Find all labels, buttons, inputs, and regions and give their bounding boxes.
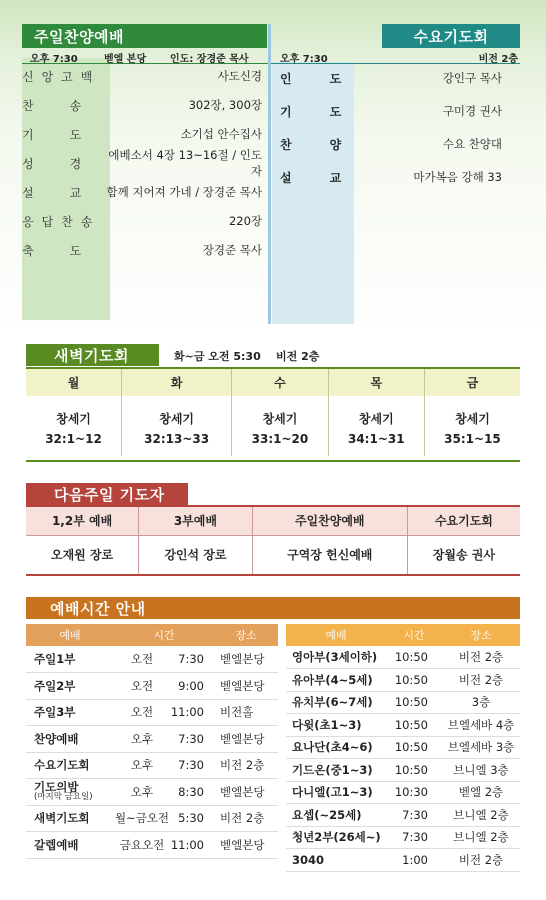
dept-place: 비전 2층 xyxy=(442,849,520,872)
dept-place: 브니엘 3층 xyxy=(442,759,520,782)
service-time: 7:30 xyxy=(170,646,214,673)
service-name-text: 기도의밤 xyxy=(34,780,79,795)
sunday-row xyxy=(22,91,272,119)
dept-place: 벧엘 2층 xyxy=(442,781,520,804)
wednesday-row-value: 수요 찬양대 xyxy=(442,137,502,151)
sunday-row-value: 에베소서 4장 13~16절 / 인도자 xyxy=(108,148,262,178)
sunday-row-value: 220장 xyxy=(228,214,262,228)
dept-time: 10:50 xyxy=(386,759,442,782)
service-name-text: 갈렙예배 xyxy=(34,837,79,852)
next-service-header: 주일찬양예배 xyxy=(252,506,407,535)
sunday-leader: 인도: 장경준 목사 xyxy=(170,54,249,65)
wednesday-row-value: 강인구 목사 xyxy=(442,71,502,85)
dept-name: 다윗(초1~3) xyxy=(286,714,386,737)
times-left-row xyxy=(26,779,278,806)
service-name-note: (마지막 금요일) xyxy=(34,792,93,803)
dept-time: 10:50 xyxy=(386,714,442,737)
dept-time: 10:50 xyxy=(386,691,442,714)
dawn-book: 창세기 xyxy=(56,412,91,426)
service-times-header: 예배시간 안내 xyxy=(26,597,520,619)
times-left-row xyxy=(26,646,278,673)
dept-name: 요셉(~25세) xyxy=(286,804,386,827)
dept-place: 브니엘 2층 xyxy=(442,826,520,849)
next-service-header: 수요기도회 xyxy=(407,506,520,535)
times-right-row xyxy=(286,759,520,782)
service-name xyxy=(26,673,114,700)
dawn-reading xyxy=(122,396,232,456)
dept-name: 요나단(초4~6) xyxy=(286,736,386,759)
service-place: 벧엘본당 xyxy=(214,832,278,859)
times-right-header: 시간 xyxy=(386,624,442,646)
service-time: 11:00 xyxy=(170,832,214,859)
sunday-row xyxy=(22,178,272,206)
dept-place: 3층 xyxy=(442,691,520,714)
service-name xyxy=(26,699,114,726)
wednesday-time: 오후 7:30 xyxy=(280,54,328,65)
service-name xyxy=(26,752,114,779)
sunday-row-label: 기도 xyxy=(22,127,118,142)
service-name-text: 주일3부 xyxy=(34,705,76,720)
times-left-header: 예배 xyxy=(26,624,114,646)
wednesday-row xyxy=(272,62,520,94)
dawn-prayer-header: 새벽기도회 xyxy=(26,344,159,366)
dawn-book: 창세기 xyxy=(358,412,394,426)
service-place: 벧엘본당 xyxy=(214,779,278,806)
service-time: 8:30 xyxy=(170,779,214,806)
service-name xyxy=(26,832,114,859)
sunday-service-header: 주일찬양예배 xyxy=(22,24,267,48)
dept-time: 1:00 xyxy=(386,849,442,872)
dept-time: 10:50 xyxy=(386,736,442,759)
dawn-info: 화~금 오전 5:30 비전 2층 xyxy=(174,350,320,363)
service-ampm: 오후 xyxy=(114,752,170,779)
next-prayer-person: 구역장 헌신예배 xyxy=(252,535,407,575)
dawn-verse: 34:1~31 xyxy=(347,432,405,446)
dept-time: 10:50 xyxy=(386,646,442,669)
dawn-reading xyxy=(26,396,122,456)
dept-place: 브니엘 2층 xyxy=(442,804,520,827)
dawn-table xyxy=(26,367,520,456)
service-place: 벧엘본당 xyxy=(214,673,278,700)
times-right-row xyxy=(286,714,520,737)
sunday-row xyxy=(22,120,272,148)
dawn-reading xyxy=(232,396,328,456)
times-right-header: 예배 xyxy=(286,624,386,646)
dept-time: 10:50 xyxy=(386,669,442,692)
service-place: 비전홀 xyxy=(214,699,278,726)
service-ampm: 오후 xyxy=(114,779,170,806)
service-times-left xyxy=(26,624,278,859)
times-left-row xyxy=(26,673,278,700)
sunday-row xyxy=(22,149,272,177)
service-name-text: 찬양예배 xyxy=(34,731,79,746)
times-right-header: 장소 xyxy=(442,624,520,646)
dept-name: 3040 xyxy=(286,849,386,872)
sunday-row-label: 신앙고백 xyxy=(22,69,101,84)
service-ampm: 월~금오전 xyxy=(114,805,170,832)
times-right-row xyxy=(286,669,520,692)
service-time: 7:30 xyxy=(170,752,214,779)
wednesday-row xyxy=(272,95,520,127)
times-left-row xyxy=(26,726,278,753)
dawn-day-header: 목 xyxy=(328,368,424,396)
dept-time: 7:30 xyxy=(386,804,442,827)
sunday-place: 벧엘 본당 xyxy=(104,54,147,65)
dawn-day-header: 금 xyxy=(424,368,520,396)
sunday-row-label: 축도 xyxy=(22,243,118,258)
service-name xyxy=(26,646,114,673)
service-time: 5:30 xyxy=(170,805,214,832)
times-right-row xyxy=(286,849,520,872)
sunday-row-label: 응답찬송 xyxy=(22,214,101,229)
service-ampm: 금요오전 xyxy=(114,832,170,859)
dawn-bottom-line xyxy=(26,460,520,462)
service-times-right xyxy=(286,624,520,872)
service-place: 비전 2층 xyxy=(214,752,278,779)
sunday-row-label: 찬송 xyxy=(22,98,118,113)
times-right-row xyxy=(286,826,520,849)
times-left-header: 시간 xyxy=(114,624,214,646)
next-prayer-person: 오재원 장로 xyxy=(26,535,139,575)
service-ampm: 오후 xyxy=(114,726,170,753)
dawn-day-header: 화 xyxy=(122,368,232,396)
wednesday-row-label: 기도 xyxy=(280,104,380,119)
service-time: 7:30 xyxy=(170,726,214,753)
dawn-reading xyxy=(424,396,520,456)
service-ampm: 오전 xyxy=(114,699,170,726)
wednesday-row-label: 인도 xyxy=(280,71,380,86)
service-time: 11:00 xyxy=(170,699,214,726)
wednesday-row-value: 마가복음 강해 33 xyxy=(413,170,502,184)
sunday-row-value: 함께 지어져 가네 / 장경준 목사 xyxy=(106,185,262,199)
service-place: 벧엘본당 xyxy=(214,726,278,753)
service-name xyxy=(26,779,114,806)
sunday-row-value: 302장, 300장 xyxy=(188,98,262,112)
dawn-day-header: 수 xyxy=(232,368,328,396)
service-name xyxy=(26,805,114,832)
service-name-text: 수요기도회 xyxy=(34,758,90,773)
dept-time: 10:30 xyxy=(386,781,442,804)
dept-name: 기드온(중1~3) xyxy=(286,759,386,782)
dept-place: 비전 2층 xyxy=(442,669,520,692)
times-left-row xyxy=(26,832,278,859)
dept-time: 7:30 xyxy=(386,826,442,849)
dawn-book: 창세기 xyxy=(262,412,298,426)
sunday-row-label: 성경 xyxy=(22,156,118,171)
dawn-verse: 32:1~12 xyxy=(45,432,102,446)
sunday-row-label: 설교 xyxy=(22,185,118,200)
dept-name: 영아부(3세이하) xyxy=(286,646,386,669)
service-name-text: 새벽기도회 xyxy=(34,811,90,826)
sunday-row-value: 사도신경 xyxy=(217,69,262,83)
wednesday-row xyxy=(272,161,520,193)
dept-name: 다니엘(고1~3) xyxy=(286,781,386,804)
times-right-row xyxy=(286,646,520,669)
wednesday-row xyxy=(272,128,520,160)
dept-name: 유치부(6~7세) xyxy=(286,691,386,714)
service-place: 벧엘본당 xyxy=(214,646,278,673)
next-week-table xyxy=(26,505,520,576)
service-place: 비전 2층 xyxy=(214,805,278,832)
dawn-book: 창세기 xyxy=(159,412,195,426)
times-right-row xyxy=(286,781,520,804)
times-right-row xyxy=(286,691,520,714)
next-prayer-person: 강인석 장로 xyxy=(139,535,253,575)
times-left-row xyxy=(26,805,278,832)
service-ampm: 오전 xyxy=(114,673,170,700)
service-name-text: 주일1부 xyxy=(34,652,76,666)
wednesday-place: 비전 2층 xyxy=(478,54,518,65)
dawn-verse: 33:1~20 xyxy=(251,432,309,446)
dawn-verse: 32:13~33 xyxy=(144,432,210,446)
dept-name: 유아부(4~5세) xyxy=(286,669,386,692)
next-week-header: 다음주일 기도자 xyxy=(26,483,188,505)
divider xyxy=(268,24,271,324)
times-left-header: 장소 xyxy=(214,624,278,646)
next-service-header: 1,2부 예배 xyxy=(26,506,139,535)
dept-place: 브엘세바 3층 xyxy=(442,736,520,759)
wednesday-row-label: 설교 xyxy=(280,170,380,185)
dawn-verse: 35:1~15 xyxy=(444,432,501,446)
wednesday-service-header: 수요기도회 xyxy=(382,24,520,48)
service-name xyxy=(26,726,114,753)
dept-name: 청년2부(26세~) xyxy=(286,826,386,849)
wednesday-row-label: 찬양 xyxy=(280,137,380,152)
service-ampm: 오전 xyxy=(114,646,170,673)
sunday-row xyxy=(22,236,272,264)
service-name-text: 주일2부 xyxy=(34,678,76,693)
times-left-row xyxy=(26,752,278,779)
times-left-row xyxy=(26,699,278,726)
dawn-book: 창세기 xyxy=(455,412,490,426)
sunday-time: 오후 7:30 xyxy=(30,54,78,65)
next-prayer-person: 장월송 권사 xyxy=(432,548,495,563)
dawn-day-header: 월 xyxy=(26,368,122,396)
dept-place: 브엘세바 4층 xyxy=(442,714,520,737)
times-right-row xyxy=(286,804,520,827)
times-right-row xyxy=(286,736,520,759)
dawn-reading xyxy=(328,396,424,456)
service-time: 9:00 xyxy=(170,673,214,700)
sunday-row xyxy=(22,207,272,235)
wednesday-row-value: 구미경 권사 xyxy=(442,104,502,118)
dept-place: 비전 2층 xyxy=(442,646,520,669)
sunday-row-value: 소기섭 안수집사 xyxy=(180,127,262,141)
sunday-row-value: 장경준 목사 xyxy=(202,243,262,257)
next-service-header: 3부예배 xyxy=(139,506,253,535)
sunday-row xyxy=(22,62,272,90)
